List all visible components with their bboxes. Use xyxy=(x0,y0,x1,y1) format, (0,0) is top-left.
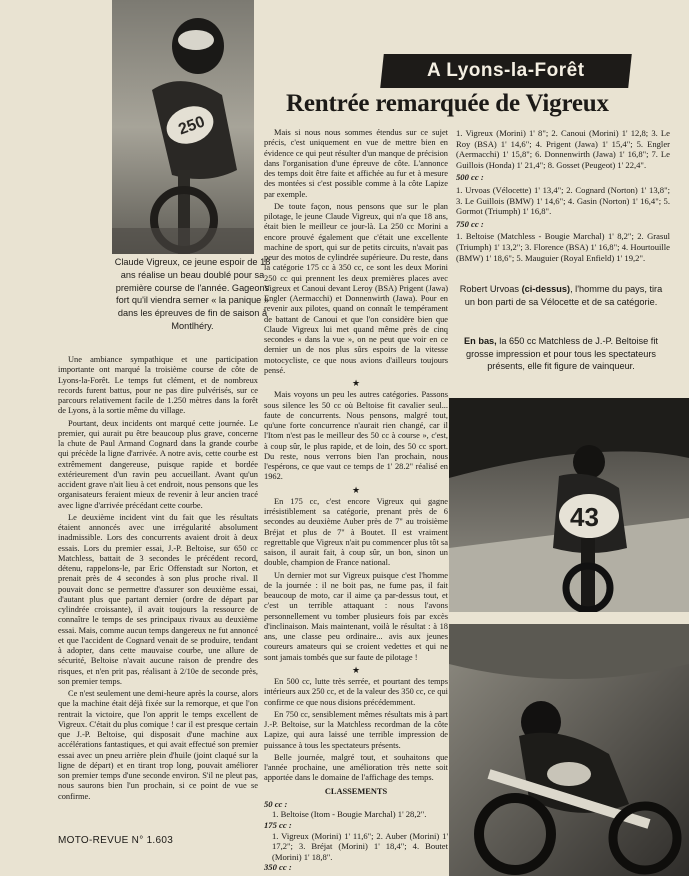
caption-urvoas-rest: , l'homme du pays, tira un bon parti de sa Vélocette et de sa catégorie. xyxy=(464,284,663,307)
column-2-paragraph: En 500 cc, lutte très serrée, et pourtant des temps intérieurs aux 250 cc, et de la valeur des 350 cc, ce qui confirme ce que nous disions précédemment. xyxy=(264,677,448,707)
photo-urvoas-plate: 43 xyxy=(570,502,599,532)
photo-beltoise xyxy=(449,624,689,876)
results-column-3 xyxy=(456,128,670,265)
classements-results xyxy=(264,799,448,873)
category-50cc: 50 cc : xyxy=(264,798,288,809)
results-50cc: 1. Beltoise (Itom - Bougie Marchal) 1' 28,2". xyxy=(272,809,427,820)
separator-star: ★ xyxy=(351,378,361,388)
column-2-paragraph: Un dernier mot sur Vigreux puisque c'est l'homme de la journée : il ne boit pas, ne fume pas, il fait beaucoup de moto, car il aime ça par-dessus tout, et c'est un terrible attaquant : nous l'avons personnellement vu tomber plusieurs fois par excès d'inclinaison. Mais maintenant, voilà le résultat : à 18 ans, une classe peu ordinaire... avis aux jeunes coureurs amateurs qui se croient vedettes et qui ne sont jamais tombés que sur faute de pilotage ! xyxy=(264,570,448,662)
column-2-paragraph: De toute façon, nous pensons que sur le plan pilotage, le jeune Claude Vigreux, qui n'a que 18 ans, était bien le meilleur ce jour-là. La 250 cc Morini a encore prouvé également que c'était une excellente machine de sport, qui sur de petits circuits, n'avait pas peur des motos de cylindrée supérieure. Du reste, dans la catégorie 175 cc à 350 cc, ce sont les deux Morini 250 cc qui prennent les deux premières places avec Vigreux et Canoui devant Leroy (BSA) Prigent (Jawa) Engler (Aermacchi) et Donnenwirth (Jawa). Pour en revenir aux pilotes, quand on connaît le tempérament de battant de Canoui et que l'on considère bien que Claude Vigreux lui met quand même près de cinq secondes « dans la vue », on ne peut que voir en ce dernier un de nos plus sûrs espoirs de la vitesse motocycliste, ce que nous avions d'ailleurs toujours pensé. xyxy=(264,201,448,375)
caption-beltoise-rest: la 650 cc Matchless de J.-P. Beltoise fit grosse impression et pour tous les spectateurs présents, elle fit figure de vainqueur. xyxy=(466,336,658,372)
article-column-2 xyxy=(264,128,448,873)
caption-beltoise xyxy=(456,335,666,373)
category-500cc: 500 cc : xyxy=(456,172,484,183)
column-2-paragraph: En 175 cc, c'est encore Vigreux qui gagne irrésistiblement sa catégorie, prenant près de 6 secondes au deuxième Auber près de 7" au troisième Bréjat et plus de 7" à Boutet. Il est vraiment regrettable que Vigreux n'ait pu commencer plus tôt sa saison, il aurait fait, à coup sûr, un bon, sinon un double, champion de France national. xyxy=(264,496,448,568)
caption-beltoise-lead: En bas, xyxy=(464,336,497,346)
results-175cc: 1. Vigreux (Morini) 1' 11,6"; 2. Auber (Morini) 1' 17,2"; 3. Bréjat (Morini) 1' 18,4"; 4. Boutet (Morini) 1' 18,8". xyxy=(272,830,448,862)
category-750cc: 750 cc : xyxy=(456,218,484,229)
page-footer: MOTO-REVUE N° 1.603 xyxy=(58,835,174,846)
caption-urvoas-tag: (ci-dessus) xyxy=(521,284,571,294)
column-1-paragraph: Ce n'est seulement une demi-heure après la course, alors que la machine était déjà fixée sur la remorque, et que l'on rentrait la victoire, que l'on apprit le temps excellent de Vigreux. C'était du plus comique ! car il est presque certain que J.-P. Beltoise, qui disposait d'une machine aux accélérations fantastiques, et qui avait effectué son premier essai avec un pneu arrière plein d'huile (joint claqué sur la ligne de départ) et en tirant trop long, pouvait améliorer son premier temps d'une seconde environ. S'il ne pleut pas, nous saurons bien l'un prochain, si ce point de vue se confirme. xyxy=(58,689,258,801)
column-2-paragraph: Mais si nous nous sommes étendus sur ce sujet précis, c'est uniquement en vue de mettre bien en évidence ce qui peut résulter d'un manque de précision dans l'organisation d'une épreuve de côte. L'annonce des temps doit être faite et affichée au fur et à mesure des montées si c'est possible comme à la côte Lapize par exemple. xyxy=(264,128,448,199)
separator-star: ★ xyxy=(351,664,361,675)
photo-urvoas xyxy=(449,398,689,612)
caption-urvoas xyxy=(456,283,666,308)
column-2-paragraph: En 750 cc, sensiblement mêmes résultats mis à part J.-P. Beltoise, sur la Matchless recordman de la côte Lapize, qui aura laissé une terrible impression de puissance à tous les spectateurs présents. xyxy=(264,709,448,750)
column-2-paragraph: Mais voyons un peu les autres catégories. Passons sous silence les 50 cc où Beltoise fit cavalier seul... faute de concurrents. Nous pensons, malgré tout, qu'une forte concurrence n'aurait rien changé, car il l'Itom n'est pas le meilleur des 50 cc à course », c'est, à coup sûr, le plus rapide, et de loin, des 50 cc sport. Du reste, nous verrons bien l'an prochain, nous l'espérons, ce que vaut ce temps de 1' 28.2" réalisé en 1962. xyxy=(264,390,448,482)
category-175cc: 175 cc : xyxy=(264,819,292,830)
column-1-paragraph: Pourtant, deux incidents ont marqué cette journée. Le premier, qui aurait pu être beaucoup plus grave, concerne la chute de Paul Armand Cognard dans la grande courbe qui précède la ligne d'arrivée. A notre avis, cette courbe est extrêmement dangereuse, puisque rapide et bordée extérieurement d'un ravin peu accueillant. Avant qu'un accident grave n'ait lieu à cet endroit, nous pensons que les organisateurs feraient mieux de revenir à leur ancien tracé avec ligne d'arrivée précédant cette courbe. xyxy=(58,418,258,510)
photo-urvoas-image xyxy=(449,398,689,612)
article-column-1 xyxy=(58,355,258,804)
column-2-paragraph: Belle journée, malgré tout, et souhaitons que l'année prochaine, une amélioration très nette soit apportée dans le domaine de l'affichage des temps. xyxy=(264,752,448,783)
results-750cc: 1. Beltoise (Matchless - Bougie Marchal) 1' 8,2"; 2. Grasul (Triumph) 1' 13,2"; 3. Florence (BSA) 1' 16,8"; 4. Hourtouille (BMW) 1' 18,6"; 5. Mauguier (Royal Enfield) 1' 19,2". xyxy=(456,231,670,263)
column-1-paragraph: Le deuxième incident vint du fait que les résultats étaient annoncés avec une irrégularité absolument inadmissible. Lors des concurrents avaient droit à deux essais. Lors du premier essai, J.-P. Beltoise, sur 650 cc Matchless, battait de 3 secondes le précédent record, détenu, rappelons-le, par Eric Offenstadt sur Norton, et prenait près de 4 secondes à son plus proche rival. Il pouvait donc se permettre d'assurer son deuxième essai, d'autant plus que partant dernier (ordre de départ par cylindrée croissante), il avait toujours la ressource de connaître le temps de ses principaux rivaux au deuxième essai. Mais, comme aucun temps dangereux ne fut annoncé et que l'accident de Cognard venait de se produire, tendant à adopter, dans cette mauvaise courbe, une allure de sécurité, Beltoise n'avait aucune raison de prendre des risques, et n'en prit pas, réalisant à 2/10e de seconde près, son premier temps. xyxy=(58,512,258,686)
section-banner xyxy=(380,54,632,88)
column-1-paragraph: Une ambiance sympathique et une participation importante ont marqué la troisième course de côte de Lyons-la-Forêt. Le temps fut clément, et de nombreux records furent battus, pour ne pas dire pulvérisés, sur ce parcours relativement facile de 1.250 mètres dans la forêt de Lyons, à la sortie même du village. xyxy=(58,355,258,416)
category-350cc: 350 cc : xyxy=(264,862,292,873)
photo-vigreux xyxy=(112,0,254,254)
separator-star: ★ xyxy=(351,484,361,495)
article-headline: Rentrée remarquée de Vigreux xyxy=(286,90,609,117)
classements-title: CLASSEMENTS xyxy=(324,786,388,796)
photo-vigreux-image xyxy=(112,0,254,254)
photo-vigreux-plate: 250 xyxy=(176,113,208,139)
caption-vigreux: Claude Vigreux, ce jeune espoir de 18 ans réalise un beau doublé pour sa première course de l'année. Gageons fort qu'il viendra semer « la panique » dans les épreuves de fin de saison à Montlhéry. xyxy=(114,257,271,331)
section-banner-text: A Lyons-la-Forêt xyxy=(427,60,585,81)
results-350cc: 1. Vigreux (Morini) 1' 8"; 2. Canoui (Morini) 1' 12,8; 3. Le Roy (BSA) 1' 14,6"; 4. Prigent (Jawa) 1' 15,4"; 5. Engler (Aermacchi) 1' 15,8"; 6. Donnenwirth (Jawa) 1' 16,8"; 7. Le Guillois (Honda) 1' 21,4"; 8. Gosset (Peugeot) 1' 22,4". xyxy=(456,128,670,170)
caption-urvoas-lead: Robert Urvoas xyxy=(459,284,519,294)
photo-beltoise-image xyxy=(449,624,689,876)
results-500cc: 1. Urvoas (Vélocette) 1' 13,4"; 2. Cognard (Norton) 1' 13,8"; 3. Le Guillois (BMW) 1' 14,6"; 4. Gasin (Norton) 1' 16,4"; 5. Gormot (Triumph) 1' 16,8". xyxy=(456,184,670,217)
